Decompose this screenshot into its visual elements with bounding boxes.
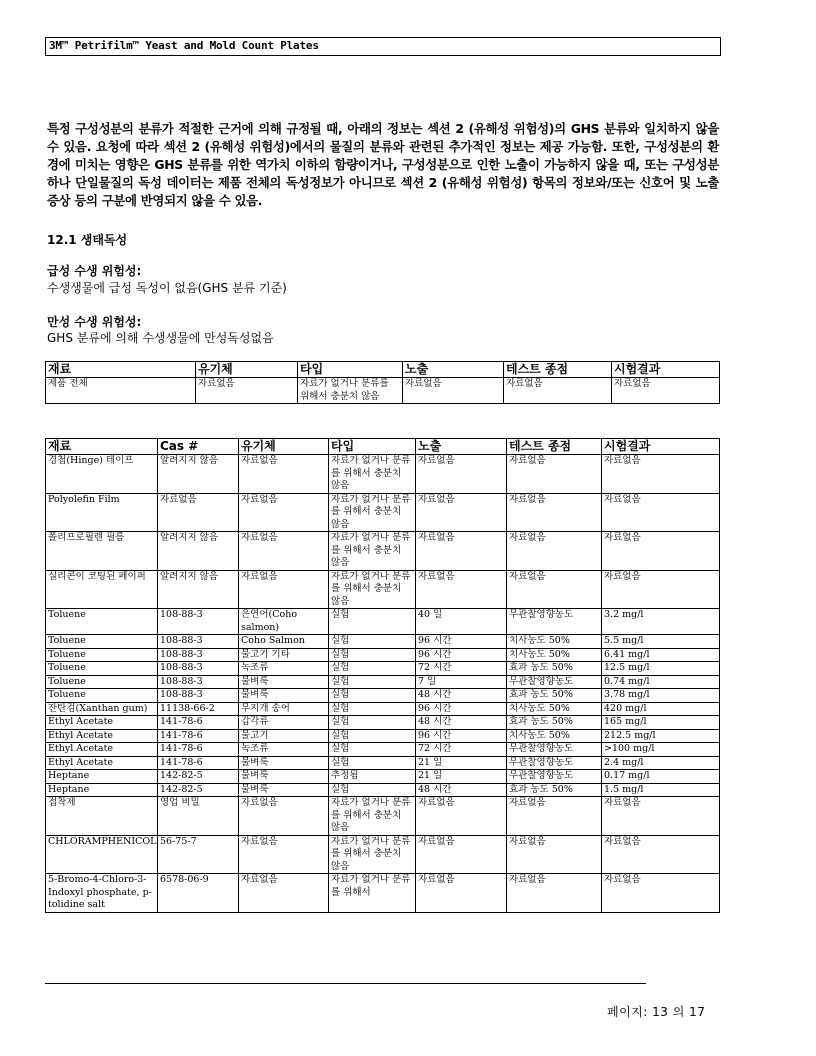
table-cell: 96 시간 <box>416 702 507 716</box>
table-cell: 실험 <box>329 675 416 689</box>
table-cell: 141-78-6 <box>158 729 239 743</box>
table-row <box>46 455 720 494</box>
column-header: 재료 <box>46 362 196 378</box>
table-cell: 무관찰영향농도 <box>507 675 602 689</box>
table-row <box>46 648 720 662</box>
table-cell: 96 시간 <box>416 635 507 649</box>
table-cell: 실험 <box>329 716 416 730</box>
table-cell: 물벼룩 <box>239 770 329 784</box>
table-cell: 자료없음 <box>416 797 507 836</box>
table-row <box>46 797 720 836</box>
table-cell: Toluene <box>46 662 158 676</box>
table-cell: 실험 <box>329 729 416 743</box>
table-cell: 108-88-3 <box>158 662 239 676</box>
table-row <box>46 689 720 703</box>
column-header: 노출 <box>416 439 507 455</box>
table-cell: 실리콘이 코팅된 페이퍼 <box>46 570 158 609</box>
footer-rule <box>45 983 646 984</box>
table-cell: 108-88-3 <box>158 609 239 635</box>
table-row <box>46 532 720 571</box>
table-cell: 자료없음 <box>416 493 507 532</box>
table-cell: 물고기 기타 <box>239 648 329 662</box>
table-cell: 녹조류 <box>239 662 329 676</box>
table-cell: 자료없음 <box>602 570 720 609</box>
table-cell: 자료가 없거나 분류를 위해서 충분치 않음 <box>329 570 416 609</box>
table-cell: 108-88-3 <box>158 635 239 649</box>
table-cell: 142-82-5 <box>158 783 239 797</box>
table-cell: 자료없음 <box>416 570 507 609</box>
table-cell: 0.74 mg/l <box>602 675 720 689</box>
table-cell: 자료없음 <box>507 835 602 874</box>
table-cell: 은연어(Coho salmon) <box>239 609 329 635</box>
table-cell: 자료없음 <box>507 797 602 836</box>
page-number: 페이지: 13 의 17 <box>607 1005 706 1019</box>
table-cell: Toluene <box>46 609 158 635</box>
column-header: 재료 <box>46 439 158 455</box>
table-cell: 치사농도 50% <box>507 648 602 662</box>
table-cell: 96 시간 <box>416 648 507 662</box>
table-cell: 165 mg/l <box>602 716 720 730</box>
table-cell: 108-88-3 <box>158 675 239 689</box>
table-cell: 자료없음 <box>416 455 507 494</box>
table-cell: 3.78 mg/l <box>602 689 720 703</box>
table-cell: 물고기 <box>239 729 329 743</box>
table-cell: 40 일 <box>416 609 507 635</box>
table-cell: 자료없음 <box>602 455 720 494</box>
table-cell: 실험 <box>329 743 416 757</box>
table-cell: 11138-66-2 <box>158 702 239 716</box>
table-row <box>46 493 720 532</box>
table-cell: 자료없음 <box>239 532 329 571</box>
table-cell: 자료없음 <box>416 874 507 913</box>
table-cell: 자료가 없거나 분류를 위해서 충분치 않음 <box>329 835 416 874</box>
table-cell: 141-78-6 <box>158 756 239 770</box>
column-header: 유기체 <box>196 362 298 378</box>
table-cell: 자료가 없거나 분류를 위해서 충분치 않음 <box>298 378 403 404</box>
table-cell: 142-82-5 <box>158 770 239 784</box>
table-cell: 자료가 없거나 분류를 위해서 충분치 않음 <box>329 455 416 494</box>
table-cell: Toluene <box>46 675 158 689</box>
table-cell: 자료없음 <box>504 378 612 404</box>
table-cell: 212.5 mg/l <box>602 729 720 743</box>
table-row <box>46 770 720 784</box>
document-title: 3M™ Petrifilm™ Yeast and Mold Count Plates <box>49 39 319 52</box>
column-header: 시험결과 <box>612 362 720 378</box>
table-cell: 실험 <box>329 702 416 716</box>
table-cell: Toluene <box>46 689 158 703</box>
table-cell: 141-78-6 <box>158 716 239 730</box>
table-cell: 자료없음 <box>612 378 720 404</box>
table-cell: 12.5 mg/l <box>602 662 720 676</box>
table-cell: Ethyl Acetate <box>46 756 158 770</box>
table-row <box>46 635 720 649</box>
table-row <box>46 716 720 730</box>
table-cell: 치사농도 50% <box>507 635 602 649</box>
table-cell: 5-Bromo-4-Chloro-3-Indoxyl phosphate, p-tolidine salt <box>46 874 158 913</box>
table-cell: CHLORAMPHENICOL <box>46 835 158 874</box>
table-cell: 자료없음 <box>507 570 602 609</box>
table-row <box>46 729 720 743</box>
column-header: Cas # <box>158 439 239 455</box>
table-cell: 녹조류 <box>239 743 329 757</box>
table-cell: 효과 농도 50% <box>507 716 602 730</box>
table-cell: 1.5 mg/l <box>602 783 720 797</box>
column-header: 타입 <box>329 439 416 455</box>
table-row <box>46 743 720 757</box>
table-cell: 자료없음 <box>507 493 602 532</box>
table-row <box>46 835 720 874</box>
table-cell: 56-75-7 <box>158 835 239 874</box>
table-cell: 108-88-3 <box>158 689 239 703</box>
table-cell: 무관찰영향농도 <box>507 609 602 635</box>
table-cell: Polyolefin Film <box>46 493 158 532</box>
table-cell: 실험 <box>329 635 416 649</box>
table-cell: 141-78-6 <box>158 743 239 757</box>
table-cell: 물벼룩 <box>239 675 329 689</box>
intro-paragraph: 특정 구성성분의 분류가 적절한 근거에 의해 규정될 때, 아래의 정보는 섹션 2 (유해성 위험성)의 GHS 분류와 일치하지 않을 수 있음. 요청에 따라 섹션 2 (유해성 위험성)에서의 물질의 분류와 관련된 추가적인 정보는 제공 가능함. 또한, 구성성분의 환경에 미치는 영향은 GHS 분류를 위한 역가치 이하의 함량이거나, 구성성분으로 인한 노출이 가능하지 않을 때, 또는 구성성분 하나 단일물질의 독성 데이터는 제품 전체의 독성정보가 아니므로 섹션 2 (유해성 위험성) 항목의 정보와/또는 신호어 및 노출 증상 등의 구분에 반영되지 않을 수 있음. <box>47 121 719 208</box>
table-row <box>46 783 720 797</box>
table-cell: 효과 농도 50% <box>507 689 602 703</box>
table-cell: 자료없음 <box>239 493 329 532</box>
table-cell: 무관찰영향농도 <box>507 756 602 770</box>
table-row <box>46 609 720 635</box>
table-cell: 자료없음 <box>507 532 602 571</box>
table-row <box>46 756 720 770</box>
table-cell: 자료없음 <box>602 874 720 913</box>
table-cell: 치사농도 50% <box>507 729 602 743</box>
table-cell: 알려지지 않음 <box>158 532 239 571</box>
table-cell: 108-88-3 <box>158 648 239 662</box>
table-cell: 자료없음 <box>602 493 720 532</box>
column-header: 테스트 종점 <box>507 439 602 455</box>
table-cell: 자료없음 <box>239 455 329 494</box>
table-row <box>46 702 720 716</box>
table-cell: Ethyl Acetate <box>46 743 158 757</box>
table-cell: 폴리프로필렌 필름 <box>46 532 158 571</box>
table-cell: 48 시간 <box>416 716 507 730</box>
table-cell: 5.5 mg/l <box>602 635 720 649</box>
table-cell: 자료없음 <box>602 797 720 836</box>
table-cell: 실험 <box>329 609 416 635</box>
table-cell: 접착제 <box>46 797 158 836</box>
table-cell: 48 시간 <box>416 689 507 703</box>
table-cell: 자료가 없거나 분류를 위해서 충분치 않음 <box>329 493 416 532</box>
table-cell: >100 mg/l <box>602 743 720 757</box>
table-cell: 효과 농도 50% <box>507 783 602 797</box>
table-cell: 효과 농도 50% <box>507 662 602 676</box>
table-cell: 치사농도 50% <box>507 702 602 716</box>
table-cell: 72 시간 <box>416 743 507 757</box>
table-cell: 72 시간 <box>416 662 507 676</box>
table-cell: 7 일 <box>416 675 507 689</box>
table-row <box>46 874 720 913</box>
table-cell: 자료없음 <box>602 532 720 571</box>
table-cell: 자료가 없거나 분류를 위해서 충분치 않음 <box>329 532 416 571</box>
table-cell: 무관찰영향농도 <box>507 743 602 757</box>
table-cell: 6.41 mg/l <box>602 648 720 662</box>
table-cell: 자료없음 <box>416 835 507 874</box>
document-header <box>45 37 721 56</box>
column-header: 유기체 <box>239 439 329 455</box>
table-cell: 자료없음 <box>602 835 720 874</box>
table-row <box>46 662 720 676</box>
table-row <box>46 675 720 689</box>
table-cell: 실험 <box>329 689 416 703</box>
table-cell: 경첩(Hinge) 테이프 <box>46 455 158 494</box>
table-cell: 자료가 없거나 분류를 위해서 <box>329 874 416 913</box>
table-cell: 21 일 <box>416 770 507 784</box>
table-cell: 무관찰영향농도 <box>507 770 602 784</box>
table-cell: 갑각류 <box>239 716 329 730</box>
table-cell: Ethyl Acetate <box>46 716 158 730</box>
table-cell: 제품 전체 <box>46 378 196 404</box>
table-cell: Ethyl Acetate <box>46 729 158 743</box>
table-cell: 2.4 mg/l <box>602 756 720 770</box>
column-header: 시험결과 <box>602 439 720 455</box>
table-cell: Heptane <box>46 770 158 784</box>
table-cell: 무지개 송어 <box>239 702 329 716</box>
column-header: 테스트 종점 <box>504 362 612 378</box>
table-cell: Toluene <box>46 635 158 649</box>
table-cell: 자료없음 <box>507 455 602 494</box>
table-cell: 영업 비밀 <box>158 797 239 836</box>
section-title: 12.1 생태독성 <box>47 233 128 247</box>
table-cell: 420 mg/l <box>602 702 720 716</box>
table-cell: 자료가 없거나 분류를 위해서 충분치 않음 <box>329 797 416 836</box>
table-cell: 96 시간 <box>416 729 507 743</box>
column-header: 노출 <box>403 362 504 378</box>
table-cell: 자료없음 <box>507 874 602 913</box>
table-cell: 21 일 <box>416 756 507 770</box>
table-cell: 실험 <box>329 756 416 770</box>
table-cell: 물벼룩 <box>239 783 329 797</box>
table-cell: 자료없음 <box>158 493 239 532</box>
chronic-heading: 만성 수생 위험성: <box>47 315 142 329</box>
table-cell: 물벼룩 <box>239 756 329 770</box>
table-cell: 알려지지 않음 <box>158 455 239 494</box>
table-row <box>46 378 720 404</box>
table-cell: 3.2 mg/l <box>602 609 720 635</box>
table-cell: 자료없음 <box>416 532 507 571</box>
table-cell: 자료없음 <box>239 874 329 913</box>
table-cell: 추정됨 <box>329 770 416 784</box>
acute-heading: 급성 수생 위험성: <box>47 264 142 278</box>
acute-text: 수생생물에 급성 독성이 없음(GHS 분류 기준) <box>47 281 287 295</box>
table-cell: 실험 <box>329 648 416 662</box>
chronic-text: GHS 분류에 의해 수생생물에 만성독성없음 <box>47 331 274 345</box>
table-cell: 알려지지 않음 <box>158 570 239 609</box>
table-cell: Coho Salmon <box>239 635 329 649</box>
table-cell: 물벼룩 <box>239 689 329 703</box>
table-cell: 잔탄검(Xanthan gum) <box>46 702 158 716</box>
table-cell: 자료없음 <box>239 797 329 836</box>
table-cell: 0.17 mg/l <box>602 770 720 784</box>
table-row <box>46 570 720 609</box>
product-ecotox-table <box>45 361 720 404</box>
table-cell: Heptane <box>46 783 158 797</box>
table-cell: 실험 <box>329 783 416 797</box>
table-cell: Toluene <box>46 648 158 662</box>
component-ecotox-table <box>45 438 720 913</box>
table-cell: 자료없음 <box>239 570 329 609</box>
table-cell: 6578-06-9 <box>158 874 239 913</box>
table-cell: 실험 <box>329 662 416 676</box>
table-cell: 자료없음 <box>239 835 329 874</box>
column-header: 타입 <box>298 362 403 378</box>
table-cell: 48 시간 <box>416 783 507 797</box>
table-cell: 자료없음 <box>196 378 298 404</box>
table-cell: 자료없음 <box>403 378 504 404</box>
